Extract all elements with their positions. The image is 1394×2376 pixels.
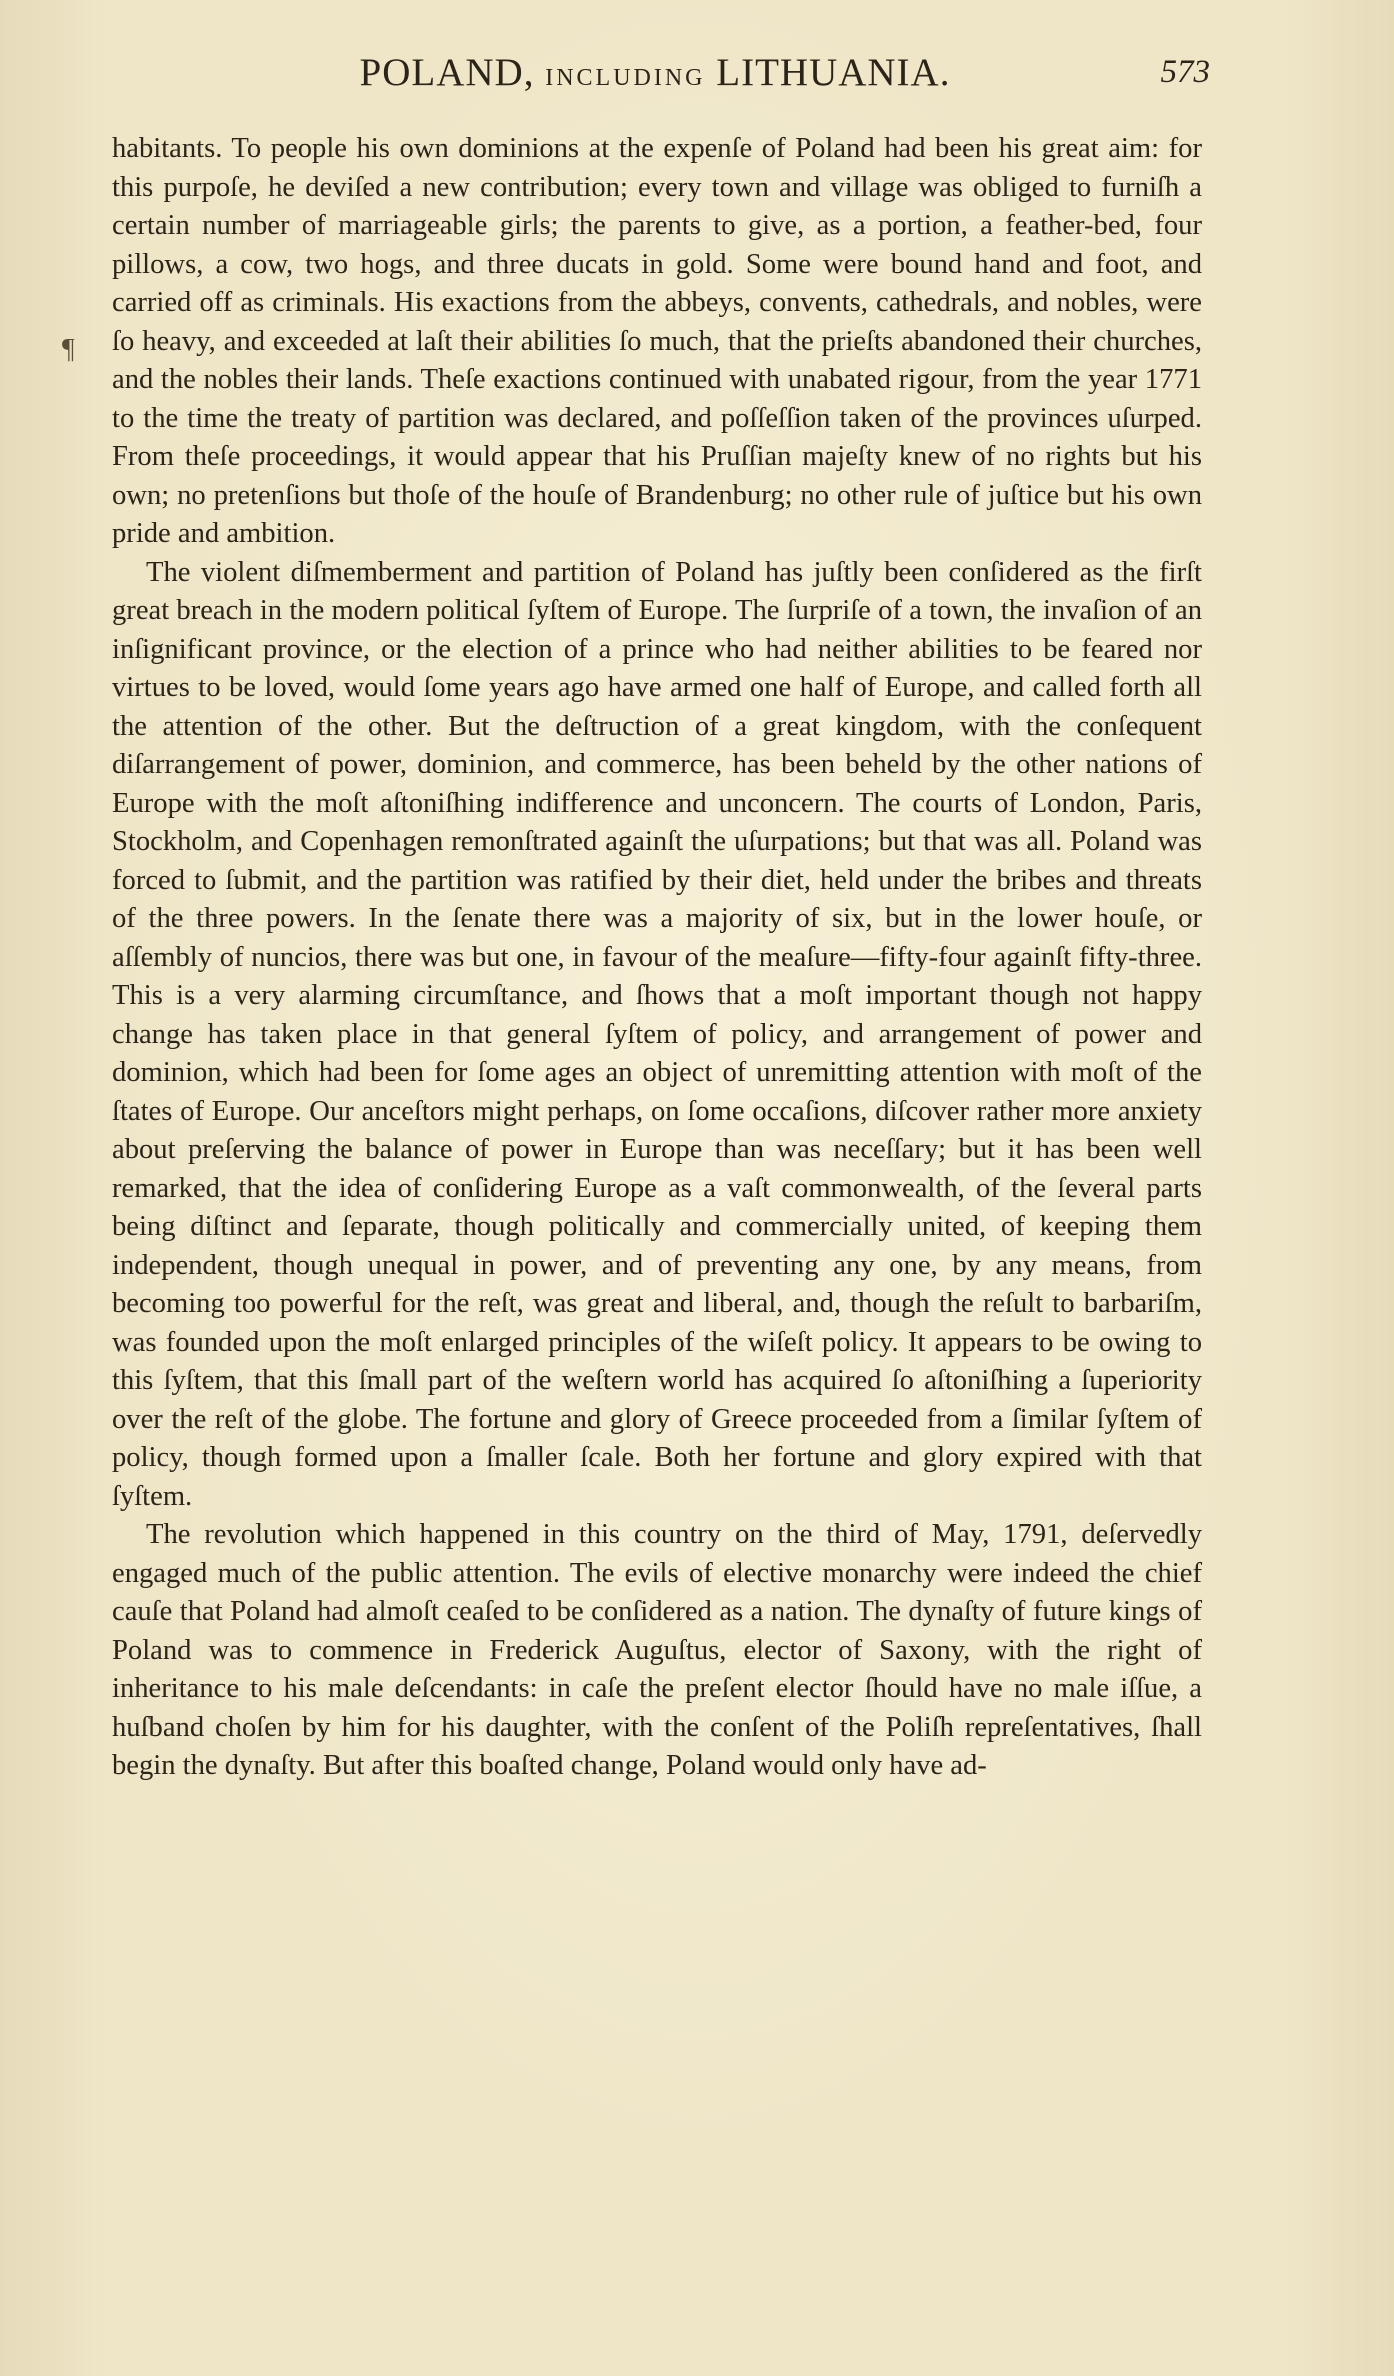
paragraph-2: The violent diſmemberment and partition of Poland has juſtly been conſidered as the firſt great breach in the modern political ſyſtem of Europe. The ſurpriſe of a town, the invaſion of an inſignificant province, or the election of a prince who had neither abilities to be feared nor virtues to be loved, would ſome years ago have armed one half of Europe, and called forth all the attention of the other. But the deſtruction of a great kingdom, with the conſequent diſarrangement of power, dominion, and commerce, has been beheld by the other nations of Europe with the moſt aſtoniſhing indifference and unconcern. The courts of London, Paris, Stockholm, and Copenhagen remonſtrated againſt the uſurpations; but that was all. Poland was forced to ſubmit, and the partition was ratified by their diet, held under the bribes and threats of the three powers. In the ſenate there was a majority of six, but in the lower houſe, or aſſembly of nuncios, there was but one, in favour of the meaſure—fifty-four againſt fifty-three. This is a very alarming circumſtance, and ſhows that a moſt important though not happy change has taken place in that general ſyſtem of policy, and arrangement of power and dominion, which had been for ſome ages an object of unremitting attention with moſt of the ſtates of Europe. Our anceſtors might perhaps, on ſome occaſions, diſcover rather more anxiety about preſerving the balance of power in Europe than was neceſſary; but it has been well remarked, that the idea of conſidering Europe as a vaſt commonwealth, of the ſeveral parts being diſtinct and ſeparate, though politically and commercially united, of keeping them independent, though unequal in power, and of preventing any one, by any means, from becoming too powerful for the reſt, was great and liberal, and, though the reſult to barbariſm, was founded upon the moſt enlarged principles of the wiſeſt policy. It appears to be owing to this ſyſtem, that this ſmall part of the weſtern world has acquired ſo aſtoniſhing a ſuperiority over the reſt of the globe. The fortune and glory of Greece proceeded from a ſimilar ſyſtem of policy, though formed upon a ſmaller ſcale. Both her fortune and glory expired with that ſyſtem. xyxy=(112,556,1202,1512)
body-text xyxy=(112,130,1202,1786)
running-head-main: POLAND, xyxy=(359,51,535,94)
paragraph-1: habitants. To people his own dominions at the expenſe of Poland had been his great aim: for this purpoſe, he deviſed a new contribution; every town and village was obliged to furniſh a certain number of marriageable girls; the parents to give, as a portion, a feather-bed, four pillows, a cow, two hogs, and three ducats in gold. Some were bound hand and foot, and carried off as criminals. His exactions from the abbeys, convents, cathedrals, and nobles, were ſo heavy, and exceeded at laſt their abilities ſo much, that the prieſts abandoned their churches, and the nobles their lands. Theſe exactions continued with unabated rigour, from the year 1771 to the time the treaty of partition was declared, and poſſeſſion taken of the provinces uſurped. From theſe proceedings, it would appear that his Pruſſian majeſty knew of no rights but his own; no pretenſions but thoſe of the houſe of Brandenburg; no other rule of juſtice but his own pride and ambition. xyxy=(112,133,1202,549)
margin-mark: ¶ xyxy=(62,334,75,365)
paragraph-3: The revolution which happened in this country on the third of May, 1791, deſervedly engaged much of the public attention. The evils of elective monarchy were indeed the chief cauſe that Poland had almoſt ceaſed to be conſidered as a nation. The dynaſty of future kings of Poland was to commence in Frederick Auguſtus, elector of Saxony, with the right of inheritance to his male deſcendants: in caſe the preſent elector ſhould have no male iſſue, a huſband choſen by him for his daughter, with the conſent of the Poliſh repreſentatives, ſhall begin the dynaſty. But after this boaſted change, Poland would only have ad- xyxy=(112,1519,1202,1781)
running-head xyxy=(100,50,1210,95)
running-head-end: LITHUANIA. xyxy=(716,51,951,94)
page-header xyxy=(100,46,1210,106)
running-head-small: INCLUDING xyxy=(545,65,706,91)
page-number: 573 xyxy=(1160,54,1210,90)
